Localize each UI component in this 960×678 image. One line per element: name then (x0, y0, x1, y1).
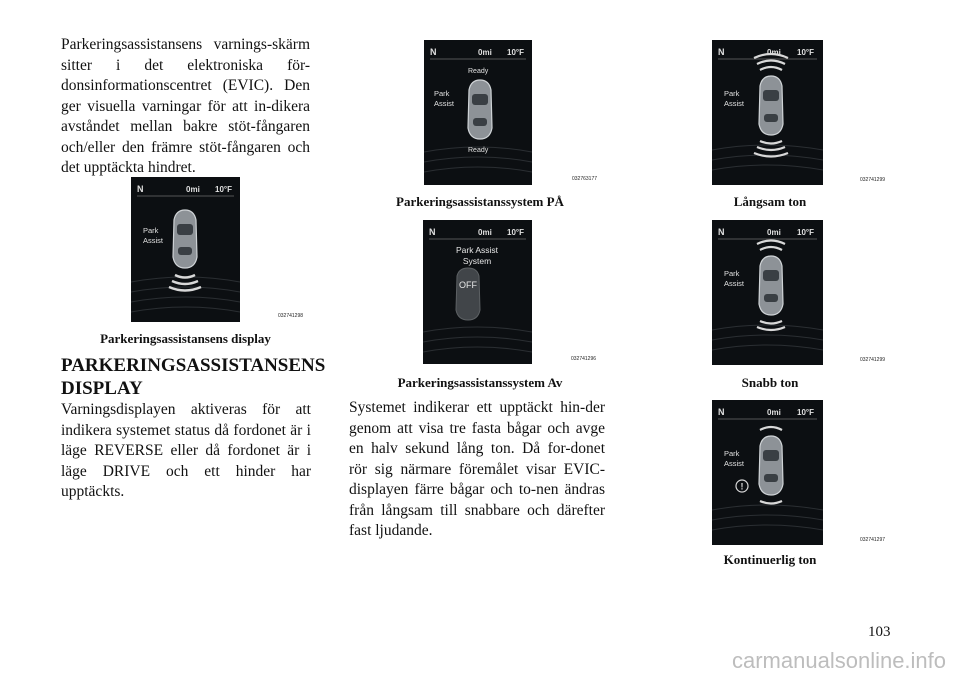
figure-caption: Parkeringsassistanssystem PÅ (396, 194, 564, 209)
figure-code: 032763177 (572, 176, 598, 182)
park-label-line1: Park (143, 226, 159, 235)
figure-caption: Parkeringsassistanssystem Av (397, 375, 563, 390)
section-heading (61, 354, 326, 400)
car-top-view-icon (456, 268, 480, 320)
car-top-view-icon (759, 76, 783, 135)
svg-text:Assist: Assist (724, 99, 745, 108)
odometer-readout: 0mi (186, 185, 200, 194)
ready-label-bottom: Ready (468, 147, 489, 154)
figure-caption: Snabb ton (741, 375, 799, 390)
left-body-paragraph: Varningsdisplayen aktiveras för att indikera systemet status då fordonet är i läge REVERSE eller då fordonet är i läge DRIVE och ett hinder har upptäckts. (61, 401, 311, 500)
svg-text:Assist: Assist (724, 279, 745, 288)
continuous-tone-image (712, 400, 823, 545)
svg-text:Park: Park (434, 89, 450, 98)
svg-text:0mi: 0mi (767, 48, 781, 57)
figure-caption: Långsam ton (733, 194, 807, 209)
svg-text:Park: Park (724, 449, 740, 458)
heading-line-1: PARKERINGSASSISTANSENS (61, 355, 326, 376)
figure-code: 032741297 (860, 537, 886, 543)
figure-code: 032741296 (571, 356, 597, 362)
heading-line-2: DISPLAY (61, 378, 143, 399)
gear-indicator: N (137, 184, 144, 194)
watermark: carmanualsonline.info (732, 648, 947, 673)
svg-text:Assist: Assist (434, 99, 455, 108)
svg-text:0mi: 0mi (478, 48, 492, 57)
svg-text:10°F: 10°F (507, 228, 524, 237)
intro-paragraph: Parkeringsassistansens varnings-skärm sitter i det elektroniska för-donsinformationscentret (EVIC). Den ger visuella varningar för att in-dikera avståndet mellan bakre stöt-fångaren och/eller den främre stöt-fångaren och det upptäckta hindret. (61, 36, 310, 176)
car-top-view-icon (759, 256, 783, 315)
svg-text:10°F: 10°F (797, 48, 814, 57)
figure-code: 032741299 (860, 357, 886, 363)
figure-caption: Parkeringsassistansens display (100, 331, 271, 346)
svg-text:10°F: 10°F (797, 228, 814, 237)
svg-text:N: N (430, 47, 437, 57)
svg-text:0mi: 0mi (767, 408, 781, 417)
park-assist-display-image (131, 177, 240, 322)
park-assist-on-image (424, 40, 532, 185)
svg-text:0mi: 0mi (478, 228, 492, 237)
page-number: 103 (868, 624, 891, 640)
svg-text:Assist: Assist (724, 459, 745, 468)
system-label-line1: Park Assist (455, 245, 499, 255)
temperature-readout: 10°F (215, 185, 232, 194)
svg-text:10°F: 10°F (507, 48, 524, 57)
figure-caption: Kontinuerlig ton (723, 552, 817, 567)
svg-text:Park: Park (724, 269, 740, 278)
car-top-view-icon (173, 210, 197, 268)
park-assist-off-image (423, 220, 532, 364)
svg-text:N: N (718, 47, 725, 57)
park-label-line2: Assist (143, 236, 164, 245)
slow-tone-image (712, 40, 823, 185)
ready-label-top: Ready (468, 68, 489, 75)
car-top-view-icon (468, 80, 492, 139)
figure-code: 032741299 (860, 177, 886, 183)
svg-text:N: N (429, 227, 436, 237)
off-label: OFF (459, 280, 477, 290)
svg-text:N: N (718, 407, 725, 417)
system-label-line2: System (462, 256, 492, 266)
middle-body-paragraph: Systemet indikerar ett upptäckt hin-der genom att visa tre fasta bågar och avge en halv sekund lång ton. Då for-donet rör sig närmare föremålet visar EVIC-displayen färre bågar och to-nen ändras från långsam till snabbare och därefter fast ljudande. (349, 399, 605, 539)
svg-text:!: ! (740, 481, 744, 492)
svg-text:10°F: 10°F (797, 408, 814, 417)
svg-text:N: N (718, 227, 725, 237)
figure-code: 032741298 (278, 313, 304, 319)
svg-text:0mi: 0mi (767, 228, 781, 237)
svg-text:Park: Park (724, 89, 740, 98)
car-top-view-icon (759, 436, 783, 495)
fast-tone-image (712, 220, 823, 365)
